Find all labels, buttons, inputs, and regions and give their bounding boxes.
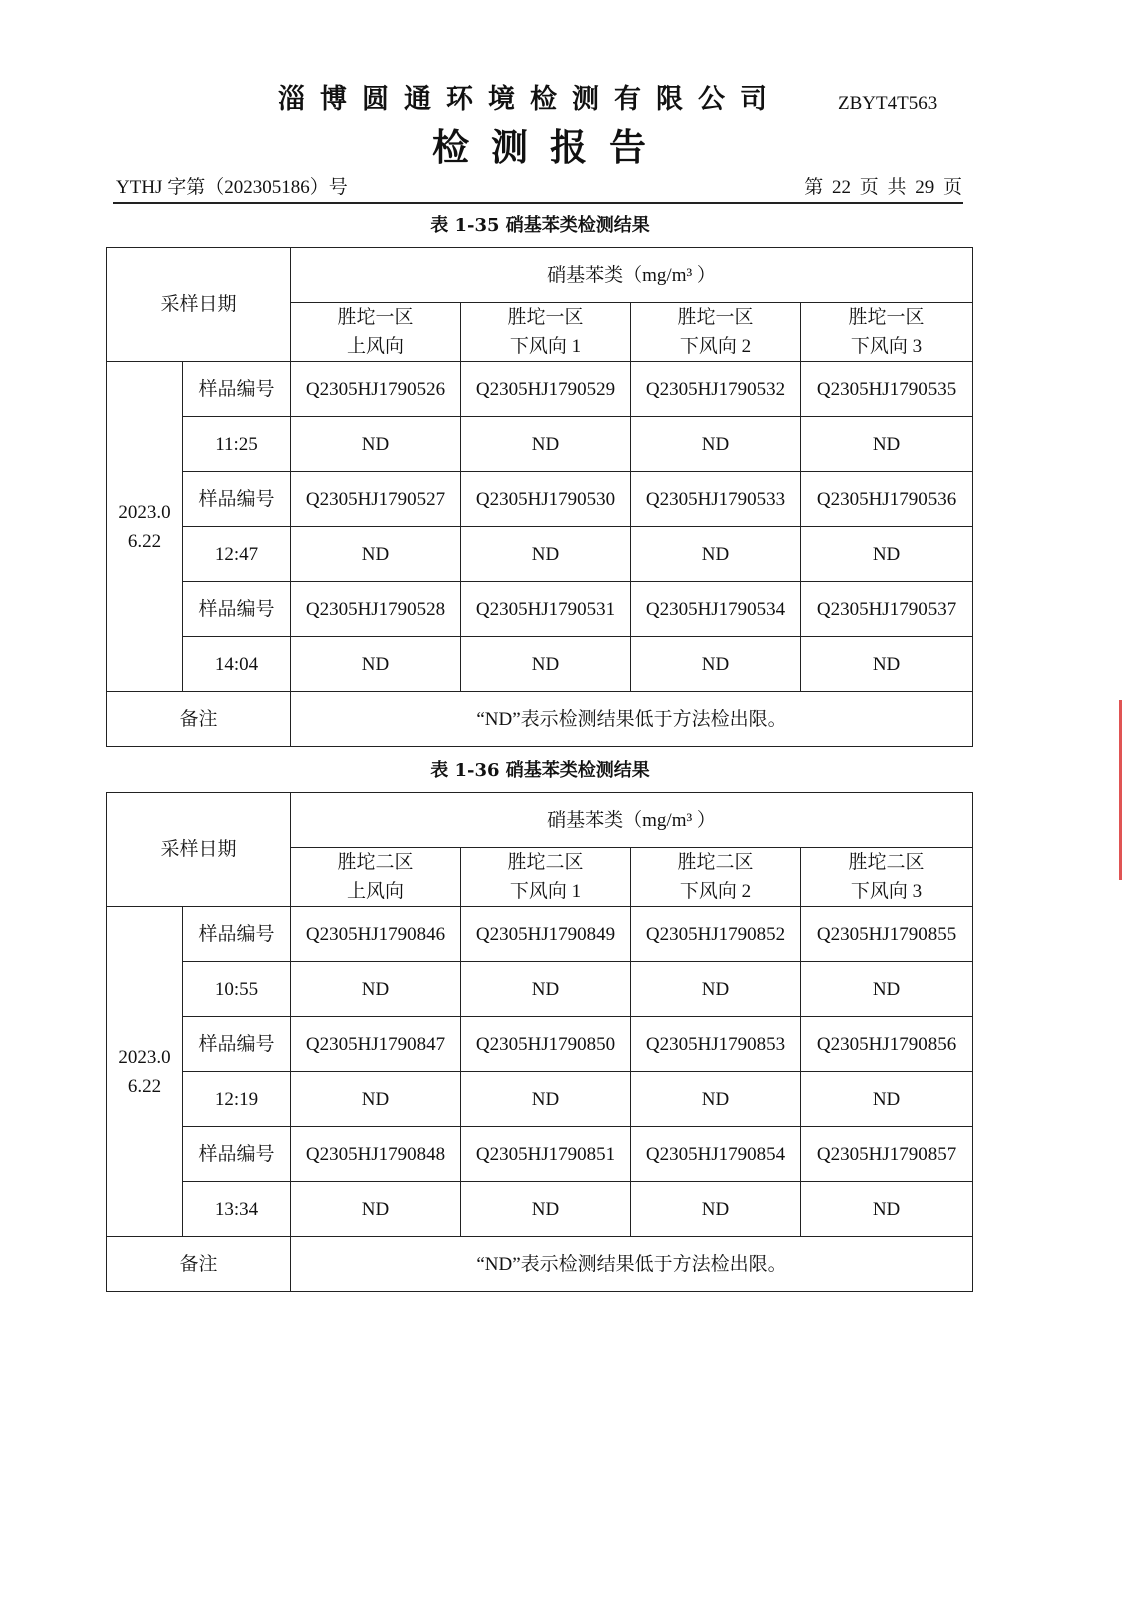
sample-id: Q2305HJ1790529 xyxy=(461,362,631,417)
result-value: ND xyxy=(461,637,631,692)
column-header xyxy=(291,303,461,362)
column-position: 下风向 2 xyxy=(679,336,752,357)
sample-id: Q2305HJ1790537 xyxy=(801,582,973,637)
column-header xyxy=(461,303,631,362)
page-info: 第 22 页 共 29 页 xyxy=(804,177,962,198)
column-area: 胜坨一区 xyxy=(337,307,414,328)
sample-id-label: 样品编号 xyxy=(183,362,291,417)
table-row xyxy=(107,1017,973,1072)
column-position: 上风向 xyxy=(347,881,405,902)
report-title: 检测报告 xyxy=(432,126,668,169)
sampling-date-rest: 6.22 xyxy=(127,530,162,552)
result-value: ND xyxy=(291,1072,461,1127)
sample-id: Q2305HJ1790526 xyxy=(291,362,461,417)
sample-id: Q2305HJ1790533 xyxy=(631,472,801,527)
sample-id: Q2305HJ1790850 xyxy=(461,1017,631,1072)
sample-id: Q2305HJ1790535 xyxy=(801,362,973,417)
result-value: ND xyxy=(801,417,973,472)
sample-time: 10:55 xyxy=(183,962,291,1017)
sample-id: Q2305HJ1790530 xyxy=(461,472,631,527)
date-header: 采样日期 xyxy=(107,793,291,907)
sample-id: Q2305HJ1790849 xyxy=(461,907,631,962)
sample-id: Q2305HJ1790846 xyxy=(291,907,461,962)
sampling-date xyxy=(107,362,183,692)
result-value: ND xyxy=(801,1072,973,1127)
table-row xyxy=(107,417,973,472)
column-area: 胜坨二区 xyxy=(337,852,414,873)
column-area: 胜坨二区 xyxy=(848,852,925,873)
sampling-date-year: 2023.0 xyxy=(118,501,171,523)
unit-header: 硝基苯类（mg/m³ ） xyxy=(291,248,973,303)
stamp-edge xyxy=(1119,700,1131,880)
table-row xyxy=(107,637,973,692)
company-name: 淄博圆通环境检测有限公司 xyxy=(278,84,782,115)
column-position: 下风向 3 xyxy=(850,336,923,357)
result-value: ND xyxy=(801,637,973,692)
report-code: ZBYT4T563 xyxy=(838,93,938,114)
table-row xyxy=(107,907,973,962)
column-header xyxy=(291,848,461,907)
sample-id-label: 样品编号 xyxy=(183,907,291,962)
sample-id: Q2305HJ1790536 xyxy=(801,472,973,527)
table-row xyxy=(107,362,973,417)
sample-id: Q2305HJ1790852 xyxy=(631,907,801,962)
note-text: “ND”表示检测结果低于方法检出限。 xyxy=(291,692,973,747)
result-value: ND xyxy=(801,527,973,582)
table-caption: 表 1-35 硝基苯类检测结果 xyxy=(430,215,650,236)
table-row xyxy=(107,1072,973,1127)
column-header xyxy=(801,848,973,907)
sample-time: 14:04 xyxy=(183,637,291,692)
table-caption: 表 1-36 硝基苯类检测结果 xyxy=(430,760,650,781)
table-row xyxy=(107,527,973,582)
note-label: 备注 xyxy=(107,692,291,747)
result-value: ND xyxy=(631,637,801,692)
result-value: ND xyxy=(631,527,801,582)
header-rule xyxy=(113,202,963,204)
sample-id: Q2305HJ1790856 xyxy=(801,1017,973,1072)
table-row xyxy=(107,472,973,527)
column-area: 胜坨一区 xyxy=(677,307,754,328)
result-value: ND xyxy=(801,1182,973,1237)
result-value: ND xyxy=(291,962,461,1017)
table-row xyxy=(107,962,973,1017)
sample-id-label: 样品编号 xyxy=(183,582,291,637)
column-position: 下风向 3 xyxy=(850,881,923,902)
sample-id: Q2305HJ1790853 xyxy=(631,1017,801,1072)
column-header xyxy=(801,303,973,362)
result-value: ND xyxy=(461,1182,631,1237)
result-value: ND xyxy=(631,1182,801,1237)
document-number: YTHJ 字第（202305186）号 xyxy=(116,177,348,198)
sample-id: Q2305HJ1790527 xyxy=(291,472,461,527)
table-row xyxy=(107,1127,973,1182)
sample-time: 12:47 xyxy=(183,527,291,582)
column-header xyxy=(461,848,631,907)
sample-id-label: 样品编号 xyxy=(183,1127,291,1182)
note-row xyxy=(107,1237,973,1292)
sample-id: Q2305HJ1790851 xyxy=(461,1127,631,1182)
sample-id: Q2305HJ1790532 xyxy=(631,362,801,417)
sample-id: Q2305HJ1790528 xyxy=(291,582,461,637)
sample-id: Q2305HJ1790848 xyxy=(291,1127,461,1182)
result-value: ND xyxy=(631,1072,801,1127)
column-position: 上风向 xyxy=(347,336,405,357)
sample-id: Q2305HJ1790854 xyxy=(631,1127,801,1182)
sample-id-label: 样品编号 xyxy=(183,472,291,527)
result-value: ND xyxy=(461,1072,631,1127)
table-row xyxy=(107,1182,973,1237)
sampling-date xyxy=(107,907,183,1237)
sample-time: 11:25 xyxy=(183,417,291,472)
column-position: 下风向 1 xyxy=(509,881,582,902)
sample-id: Q2305HJ1790534 xyxy=(631,582,801,637)
column-header xyxy=(631,848,801,907)
sampling-date-rest: 6.22 xyxy=(127,1075,162,1097)
result-value: ND xyxy=(461,417,631,472)
date-header: 采样日期 xyxy=(107,248,291,362)
result-value: ND xyxy=(631,962,801,1017)
column-header xyxy=(631,303,801,362)
sample-id: Q2305HJ1790857 xyxy=(801,1127,973,1182)
sample-id-label: 样品编号 xyxy=(183,1017,291,1072)
sample-id: Q2305HJ1790531 xyxy=(461,582,631,637)
sample-time: 12:19 xyxy=(183,1072,291,1127)
column-area: 胜坨一区 xyxy=(507,307,584,328)
note-text: “ND”表示检测结果低于方法检出限。 xyxy=(291,1237,973,1292)
result-value: ND xyxy=(631,417,801,472)
sample-time: 13:34 xyxy=(183,1182,291,1237)
unit-header: 硝基苯类（mg/m³ ） xyxy=(291,793,973,848)
column-area: 胜坨二区 xyxy=(677,852,754,873)
result-value: ND xyxy=(291,1182,461,1237)
result-value: ND xyxy=(801,962,973,1017)
sample-id: Q2305HJ1790847 xyxy=(291,1017,461,1072)
result-value: ND xyxy=(461,527,631,582)
note-row xyxy=(107,692,973,747)
column-position: 下风向 1 xyxy=(509,336,582,357)
result-value: ND xyxy=(291,637,461,692)
table-row xyxy=(107,582,973,637)
column-position: 下风向 2 xyxy=(679,881,752,902)
header-row xyxy=(107,248,973,303)
note-label: 备注 xyxy=(107,1237,291,1292)
result-value: ND xyxy=(461,962,631,1017)
result-value: ND xyxy=(291,417,461,472)
sampling-date-year: 2023.0 xyxy=(118,1046,171,1068)
column-area: 胜坨一区 xyxy=(848,307,925,328)
result-table xyxy=(106,792,973,1292)
result-table xyxy=(106,247,973,747)
column-area: 胜坨二区 xyxy=(507,852,584,873)
sample-id: Q2305HJ1790855 xyxy=(801,907,973,962)
result-value: ND xyxy=(291,527,461,582)
header-row xyxy=(107,793,973,848)
